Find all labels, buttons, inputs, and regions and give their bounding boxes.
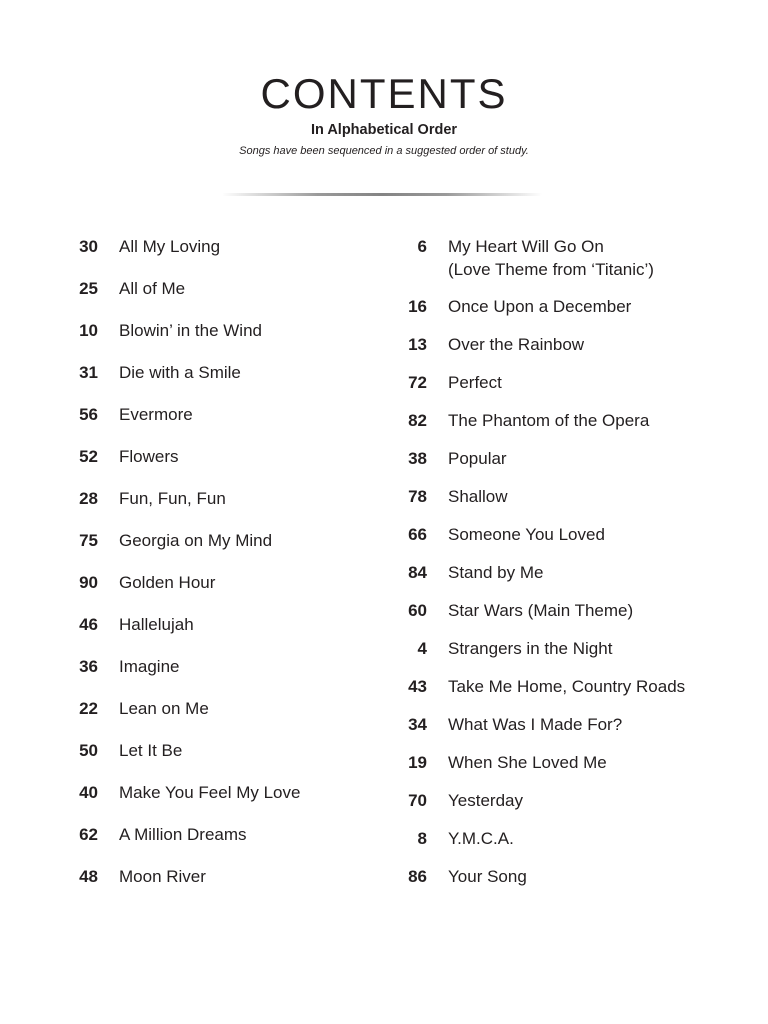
- page-number: 62: [79, 825, 98, 844]
- toc-entry[interactable]: [0, 638, 768, 674]
- song-title: Die with a Smile: [119, 363, 241, 382]
- song-title: Moon River: [119, 867, 206, 886]
- song-title: Popular: [448, 449, 507, 468]
- song-title: All of Me: [119, 279, 186, 298]
- song-title: Your Song: [448, 867, 527, 886]
- song-title: Hallelujah: [119, 615, 194, 634]
- toc-entry[interactable]: [0, 334, 768, 370]
- song-title: Take Me Home, Country Roads: [448, 677, 686, 696]
- song-title: Strangers in the Night: [448, 639, 613, 658]
- toc-entry[interactable]: [0, 236, 768, 284]
- page-number: 46: [79, 615, 98, 634]
- song-title: My Heart Will Go On: [448, 237, 604, 256]
- song-title: Perfect: [448, 373, 502, 392]
- page-number: 19: [408, 753, 427, 772]
- page-number: 22: [79, 699, 98, 718]
- toc-entry[interactable]: [0, 410, 768, 446]
- song-title: Flowers: [119, 447, 179, 466]
- page-number: 25: [79, 279, 98, 298]
- page-number: 56: [79, 405, 98, 424]
- song-title: Georgia on My Mind: [119, 531, 273, 550]
- page-number: 82: [408, 411, 427, 430]
- song-title: Yesterday: [448, 791, 523, 810]
- song-title: All My Loving: [119, 237, 221, 256]
- toc-entry[interactable]: [0, 486, 768, 522]
- page-number: 48: [79, 867, 98, 886]
- song-title: Stand by Me: [448, 563, 544, 582]
- page-number: 40: [79, 783, 98, 802]
- page-number: 84: [408, 563, 427, 582]
- toc-entry[interactable]: [0, 752, 768, 788]
- song-title: Evermore: [119, 405, 193, 424]
- page-number: 8: [417, 829, 427, 848]
- toc-entry[interactable]: [0, 296, 768, 332]
- song-title: Lean on Me: [119, 699, 209, 718]
- page-number: 6: [417, 237, 427, 256]
- song-title: Y.M.C.A.: [448, 829, 514, 848]
- toc-entry[interactable]: [0, 828, 768, 864]
- toc-entry[interactable]: [0, 866, 768, 902]
- page-number: 50: [79, 741, 98, 760]
- page-number: 43: [408, 677, 427, 696]
- toc-entry[interactable]: [0, 676, 768, 712]
- page-number: 28: [79, 489, 98, 508]
- page-number: 86: [408, 867, 427, 886]
- page-number: 4: [417, 639, 427, 658]
- song-title: Once Upon a December: [448, 297, 632, 316]
- page-number: 90: [79, 573, 98, 592]
- song-title: Fun, Fun, Fun: [119, 489, 226, 508]
- song-title: Blowin’ in the Wind: [119, 321, 262, 340]
- song-title: A Million Dreams: [119, 825, 247, 844]
- page-number: 60: [408, 601, 427, 620]
- song-title: Star Wars (Main Theme): [448, 601, 634, 620]
- song-title: Over the Rainbow: [448, 335, 585, 354]
- song-title: Let It Be: [119, 741, 183, 760]
- study-order-note: Songs have been sequenced in a suggested order of study.: [239, 145, 529, 157]
- toc-entry[interactable]: [0, 714, 768, 750]
- song-title: Golden Hour: [119, 573, 216, 592]
- song-title: When She Loved Me: [448, 753, 607, 772]
- page-title: CONTENTS: [260, 70, 508, 117]
- page-number: 70: [408, 791, 427, 810]
- song-title: Shallow: [448, 487, 508, 506]
- divider-rule: [222, 193, 542, 196]
- page-number: 34: [408, 715, 427, 734]
- page-number: 10: [79, 321, 98, 340]
- page-number: 75: [79, 531, 98, 550]
- toc-entry[interactable]: [0, 600, 768, 636]
- song-title: Make You Feel My Love: [119, 783, 301, 802]
- song-subtitle: (Love Theme from ‘Titanic’): [448, 260, 654, 279]
- page-number: 30: [79, 237, 98, 256]
- toc-entry[interactable]: [0, 524, 768, 560]
- page-number: 31: [79, 363, 98, 382]
- song-title: Imagine: [119, 657, 180, 676]
- page-number: 78: [408, 487, 427, 506]
- page-number: 16: [408, 297, 427, 316]
- toc-entry[interactable]: [0, 448, 768, 484]
- song-title: Someone You Loved: [448, 525, 605, 544]
- page-number: 66: [408, 525, 427, 544]
- toc-entry[interactable]: [0, 790, 768, 826]
- page-subtitle: In Alphabetical Order: [310, 122, 458, 138]
- song-title: The Phantom of the Opera: [448, 411, 650, 430]
- page-number: 13: [408, 335, 427, 354]
- page-number: 52: [79, 447, 98, 466]
- page-number: 72: [408, 373, 427, 392]
- song-title: What Was I Made For?: [448, 715, 623, 734]
- toc-entry[interactable]: [0, 562, 768, 598]
- toc-entry[interactable]: [0, 372, 768, 408]
- page-number: 36: [79, 657, 98, 676]
- page-number: 38: [408, 449, 427, 468]
